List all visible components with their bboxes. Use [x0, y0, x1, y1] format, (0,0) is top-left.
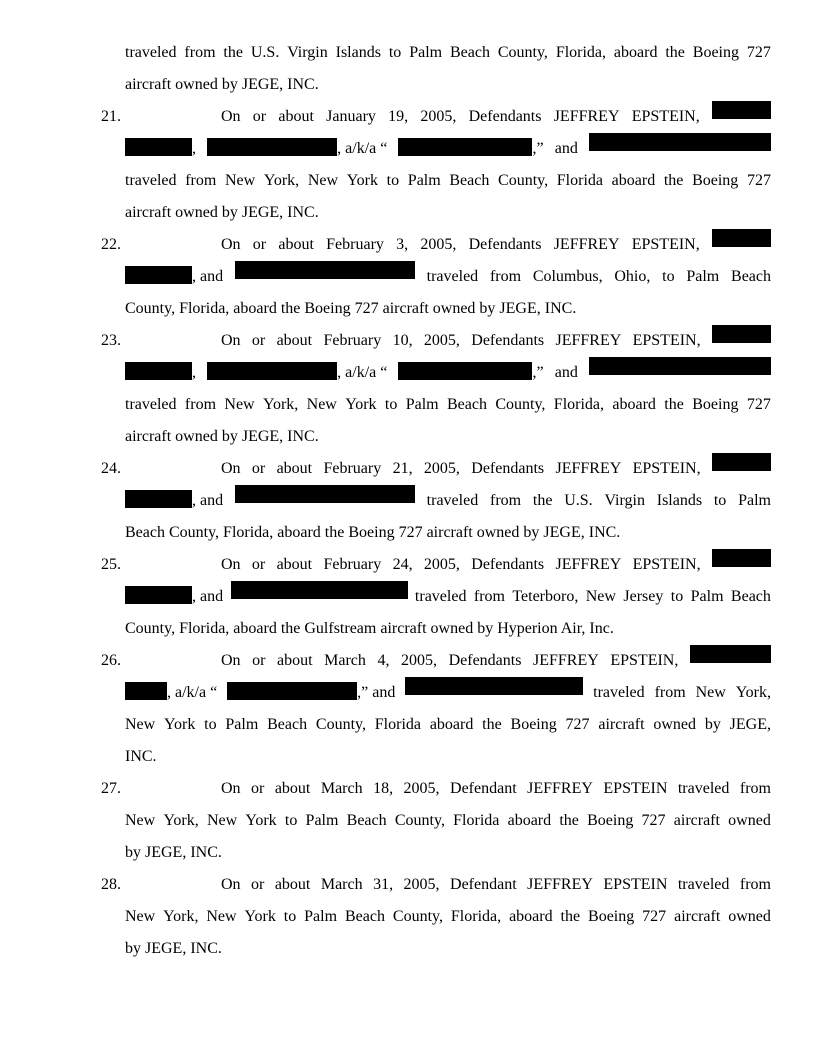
line-text: INC. [125, 748, 157, 765]
text-line [125, 517, 771, 549]
word: County, [495, 396, 546, 413]
word: the [665, 44, 685, 61]
word: aboard [612, 396, 656, 413]
text-line [221, 549, 771, 581]
text-line [125, 357, 771, 389]
word: Defendants [448, 652, 522, 669]
word: Palm [738, 492, 771, 509]
word: from [184, 44, 216, 61]
word: from [473, 588, 505, 605]
word: the [532, 492, 553, 509]
word: aboard [507, 812, 552, 829]
word: Defendant [450, 876, 517, 893]
word: the [560, 908, 581, 925]
text-line [125, 389, 771, 421]
text-segment [398, 357, 543, 389]
text-line [125, 805, 771, 837]
word: JEFFREY [555, 556, 622, 573]
word: the [223, 44, 243, 61]
word: Boeing [692, 396, 739, 413]
word: Virgin [604, 492, 645, 509]
redaction-block [125, 490, 192, 508]
word: Palm [405, 396, 439, 413]
word: from [185, 172, 217, 189]
word: from [654, 684, 686, 701]
text-line [125, 133, 771, 165]
word: EPSTEIN [603, 780, 668, 797]
paragraph-number: 26. [101, 652, 121, 669]
word: March [320, 876, 363, 893]
word: or [251, 460, 266, 477]
word: traveled [426, 268, 479, 285]
redaction-block [125, 682, 167, 700]
word: owned [728, 812, 771, 829]
word: 10, [392, 332, 413, 349]
word: traveled [125, 172, 177, 189]
word: Florida, [553, 396, 605, 413]
text-line [125, 581, 771, 613]
word: about [274, 876, 311, 893]
word: Teterboro, [512, 588, 579, 605]
word: Beach [446, 396, 487, 413]
word: JEFFREY [555, 332, 622, 349]
word: Boeing [692, 44, 739, 61]
word: aboard [509, 908, 553, 925]
text-line [125, 677, 771, 709]
redaction-block [235, 261, 415, 279]
paragraph-number: 21. [101, 108, 121, 125]
word: York, [263, 172, 300, 189]
line-text: County, Florida, aboard the Boeing 727 aircraft owned by JEGE, INC. [125, 300, 577, 317]
word: On [221, 332, 241, 349]
word: 727 [746, 44, 771, 61]
text-segment [125, 133, 196, 165]
word: Islands [335, 44, 381, 61]
text-line [125, 293, 771, 325]
word: JEFFREY [555, 460, 622, 477]
word: February [326, 236, 384, 253]
word: JEFFREY [553, 236, 620, 253]
word: about [276, 556, 313, 573]
word: U.S. [564, 492, 593, 509]
text-line [125, 421, 771, 453]
word: 2005, [423, 460, 460, 477]
redaction-block [712, 101, 771, 119]
word: the [663, 172, 684, 189]
word: 21, [392, 460, 413, 477]
text-fragment: , a/k/a “ [167, 684, 218, 701]
word: York, [262, 396, 299, 413]
word: New [125, 716, 156, 733]
text-line [221, 229, 771, 261]
word: Beach [449, 172, 490, 189]
punctuation: , [192, 140, 196, 157]
text-fragment: ,” [532, 140, 544, 157]
word: to [670, 588, 684, 605]
line-text: by JEGE, INC. [125, 940, 222, 957]
word: Virgin [287, 44, 328, 61]
text-segment [125, 677, 217, 709]
word: and [554, 140, 578, 157]
word: owned [653, 716, 697, 733]
word: Palm [304, 908, 338, 925]
word: to [204, 716, 217, 733]
word: JEGE, [729, 716, 771, 733]
word: York [345, 396, 377, 413]
word: traveled [125, 44, 177, 61]
word: New [206, 908, 237, 925]
text-line [125, 69, 771, 101]
redaction-block [405, 677, 583, 695]
word: EPSTEIN, [631, 108, 700, 125]
text-segment [398, 133, 543, 165]
text-fragment: , and [192, 492, 224, 509]
word: 18, [373, 780, 394, 797]
word: Defendants [468, 236, 542, 253]
text-line [221, 453, 771, 485]
redaction-block [712, 549, 771, 567]
word: to [284, 812, 298, 829]
word: Boeing [510, 716, 557, 733]
word: York, [163, 908, 199, 925]
word: Beach [730, 588, 771, 605]
word: Beach [449, 44, 490, 61]
word: County, [497, 44, 548, 61]
text-segment [125, 485, 223, 517]
text-line [125, 837, 771, 869]
word: to [283, 908, 297, 925]
text-fragment: , and [192, 588, 224, 605]
word: traveled [593, 684, 645, 701]
word: the [664, 396, 684, 413]
word: 24, [392, 556, 413, 573]
word: Florida, [555, 44, 607, 61]
text-line [125, 261, 771, 293]
word: New [224, 396, 255, 413]
paragraph-number: 27. [101, 780, 121, 797]
word: from [489, 268, 522, 285]
text-segment [125, 581, 223, 613]
word: Florida [453, 812, 500, 829]
word: EPSTEIN [603, 876, 668, 893]
redaction-block [690, 645, 771, 663]
text-fragment: , a/k/a “ [337, 140, 388, 157]
word: from [489, 492, 522, 509]
paragraph-number: 24. [101, 460, 121, 477]
word: about [278, 236, 314, 253]
redaction-block [712, 229, 771, 247]
text-fragment: , and [192, 268, 224, 285]
text-line [125, 741, 771, 773]
redaction-block [207, 138, 337, 156]
text-segment [207, 133, 387, 165]
word: about [277, 652, 313, 669]
text-line [125, 485, 771, 517]
redaction-block [125, 266, 192, 284]
word: Jersey [623, 588, 664, 605]
word: Palm [690, 588, 724, 605]
word: from [739, 780, 771, 797]
word: Beach [267, 716, 308, 733]
line-text: aircraft owned by JEGE, INC. [125, 76, 319, 93]
word: 2005, [420, 108, 457, 125]
word: County, [498, 172, 549, 189]
word: New [125, 908, 156, 925]
redaction-block [125, 586, 192, 604]
word: On [221, 652, 241, 669]
text-segment [227, 677, 395, 709]
word: Islands [656, 492, 703, 509]
word: York, [163, 812, 199, 829]
word: to [662, 268, 675, 285]
text-fragment: ,” and [357, 684, 396, 701]
word: aircraft [673, 812, 720, 829]
text-line [125, 933, 771, 965]
word: February [323, 556, 382, 573]
word: EPSTEIN, [631, 236, 700, 253]
word: 2005, [420, 236, 457, 253]
word: to [384, 396, 398, 413]
word: traveled [125, 396, 177, 413]
word: from [739, 876, 771, 893]
word: Columbus, [532, 268, 603, 285]
word: County, [392, 908, 443, 925]
word: JEFFREY [527, 780, 593, 797]
word: Defendants [471, 556, 545, 573]
word: 727 [746, 396, 771, 413]
word: to [386, 172, 400, 189]
word: or [251, 332, 266, 349]
punctuation: , [192, 364, 196, 381]
word: or [251, 556, 266, 573]
word: traveled [677, 876, 730, 893]
word: 727 [746, 172, 771, 189]
word: Beach [346, 812, 387, 829]
word: JEFFREY [527, 876, 593, 893]
word: York [244, 908, 276, 925]
word: February [323, 460, 382, 477]
word: New [307, 172, 339, 189]
text-line [125, 613, 771, 645]
redaction-block [398, 138, 532, 156]
word: New [306, 396, 337, 413]
redaction-block [712, 453, 771, 471]
word: York [346, 172, 378, 189]
text-line [125, 165, 771, 197]
redaction-block [235, 485, 415, 503]
word: New [206, 812, 238, 829]
word: Palm [686, 268, 720, 285]
text-line [221, 869, 771, 901]
word: or [252, 652, 266, 669]
paragraph-number: 25. [101, 556, 121, 573]
word: County, [315, 716, 366, 733]
line-text: aircraft owned by JEGE, INC. [125, 204, 319, 221]
word: traveled [414, 588, 467, 605]
text-line [125, 709, 771, 741]
word: Florida, [450, 908, 502, 925]
word: 2005, [423, 556, 460, 573]
word: the [482, 716, 502, 733]
word: the [559, 812, 579, 829]
word: or [251, 780, 265, 797]
word: On [221, 460, 241, 477]
word: March [320, 780, 363, 797]
word: JEFFREY [553, 108, 620, 125]
word: Beach [731, 268, 771, 285]
redaction-block [712, 325, 771, 343]
word: about [276, 332, 313, 349]
line-text: aircraft owned by JEGE, INC. [125, 428, 319, 445]
word: 4, [377, 652, 390, 669]
word: owned [728, 908, 771, 925]
word: New [224, 172, 256, 189]
word: 19, [388, 108, 409, 125]
line-text: by JEGE, INC. [125, 844, 222, 861]
word: Palm [305, 812, 339, 829]
word: about [276, 460, 313, 477]
word: New [125, 812, 156, 829]
word: 2005, [423, 332, 460, 349]
redaction-block [589, 357, 771, 375]
text-line [221, 325, 771, 357]
word: about [274, 780, 311, 797]
word: Boeing [692, 172, 739, 189]
word: to [713, 492, 727, 509]
word: January [326, 108, 376, 125]
text-segment [125, 357, 196, 389]
text-fragment: , a/k/a “ [337, 364, 388, 381]
redaction-block [125, 362, 192, 380]
word: 2005, [403, 780, 440, 797]
word: 3, [396, 236, 409, 253]
word: EPSTEIN, [632, 460, 701, 477]
text-line [125, 37, 771, 69]
line-text: County, Florida, aboard the Gulfstream aircraft owned by Hyperion Air, Inc. [125, 620, 614, 637]
word: March [324, 652, 366, 669]
text-line [221, 101, 771, 133]
redaction-block [227, 682, 357, 700]
word: On [221, 780, 241, 797]
paragraph-number: 23. [101, 332, 121, 349]
word: aircraft [598, 716, 645, 733]
word: from [184, 396, 217, 413]
text-line [221, 773, 771, 805]
word: York [245, 812, 277, 829]
word: On [221, 236, 241, 253]
word: Palm [225, 716, 259, 733]
word: Boeing [587, 812, 634, 829]
redaction-block [207, 362, 337, 380]
word: U.S. [250, 44, 280, 61]
text-segment [207, 357, 387, 389]
word: traveled [677, 780, 730, 797]
word: Florida [374, 716, 421, 733]
word: 727 [642, 908, 667, 925]
word: or [252, 108, 267, 125]
word: JEFFREY [533, 652, 599, 669]
paragraph-number: 22. [101, 236, 121, 253]
word: 727 [641, 812, 666, 829]
word: aboard [611, 172, 656, 189]
word: 31, [373, 876, 394, 893]
word: On [221, 876, 241, 893]
text-segment [125, 261, 223, 293]
word: Florida [556, 172, 603, 189]
redaction-block [231, 581, 408, 599]
word: EPSTEIN, [610, 652, 679, 669]
word: about [278, 108, 314, 125]
word: aircraft [674, 908, 721, 925]
redaction-block [398, 362, 532, 380]
word: Beach [344, 908, 385, 925]
word: February [323, 332, 382, 349]
word: EPSTEIN, [632, 556, 701, 573]
word: On [221, 108, 241, 125]
word: Defendants [471, 460, 545, 477]
word: Defendants [471, 332, 545, 349]
word: and [554, 364, 578, 381]
word: York, [735, 684, 771, 701]
text-line [221, 645, 771, 677]
text-line [125, 197, 771, 229]
word: County, [394, 812, 445, 829]
word: 2005, [401, 652, 438, 669]
word: by [704, 716, 721, 733]
word: Defendant [450, 780, 517, 797]
word: to [388, 44, 402, 61]
word: 727 [565, 716, 590, 733]
word: EPSTEIN, [632, 332, 701, 349]
text-line [125, 901, 771, 933]
word: Palm [409, 44, 443, 61]
word: Boeing [588, 908, 635, 925]
word: or [251, 876, 265, 893]
word: On [221, 556, 241, 573]
word: Defendants [468, 108, 542, 125]
word: New [695, 684, 726, 701]
word: Palm [407, 172, 441, 189]
word: Ohio, [614, 268, 651, 285]
text-fragment: ,” [532, 364, 544, 381]
word: traveled [426, 492, 479, 509]
word: York [164, 716, 196, 733]
word: or [252, 236, 267, 253]
word: New [585, 588, 616, 605]
redaction-block [589, 133, 771, 151]
paragraph-number: 28. [101, 876, 121, 893]
word: aboard [613, 44, 658, 61]
word: aboard [429, 716, 474, 733]
word: 2005, [403, 876, 440, 893]
redaction-block [125, 138, 192, 156]
line-text: Beach County, Florida, aboard the Boeing 727 aircraft owned by JEGE, INC. [125, 524, 621, 541]
